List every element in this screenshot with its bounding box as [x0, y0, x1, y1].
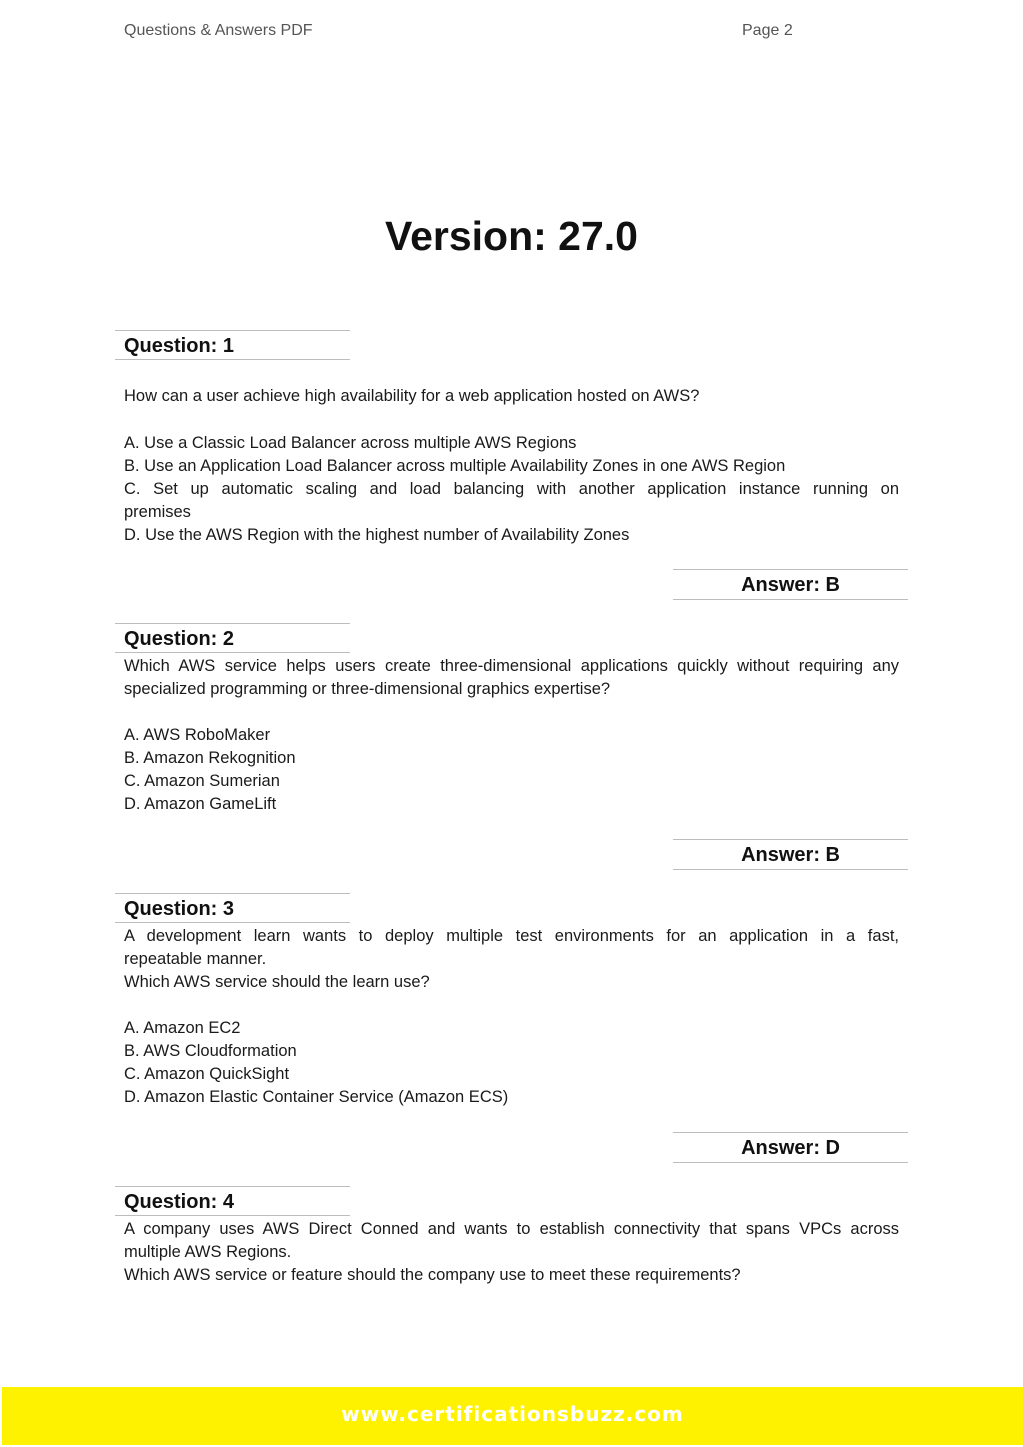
q2-option-a: A. AWS RoboMaker [124, 726, 271, 744]
version-title: Version: 27.0 [385, 213, 638, 259]
q2-option-c: C. Amazon Sumerian [124, 772, 280, 790]
question-2-text-line2: specialized programming or three-dimensional graphics expertise? [124, 680, 611, 698]
q1-option-a: A. Use a Classic Load Balancer across multiple AWS Regions [124, 434, 577, 452]
q3-option-c: C. Amazon QuickSight [124, 1065, 290, 1083]
question-4-label: Question: 4 [124, 1191, 235, 1213]
question-4-text-line1: A company uses AWS Direct Conned and wants to establish connectivity that spans VPCs across [124, 1220, 899, 1238]
question-4-header [115, 1186, 350, 1216]
q3-option-b: B. AWS Cloudformation [124, 1042, 297, 1060]
question-3-text-line3: Which AWS service should the learn use? [124, 973, 430, 991]
answer-3-box [673, 1132, 908, 1163]
answer-2-box [673, 839, 908, 870]
answer-2-label: Answer: B [741, 844, 840, 866]
question-3-text-line2: repeatable manner. [124, 950, 267, 968]
question-3-text-line1: A development learn wants to deploy multiple test environments for an application in a fast, [124, 927, 899, 945]
question-1-text: How can a user achieve high availability for a web application hosted on AWS? [124, 387, 700, 405]
question-1-header [115, 330, 350, 360]
q3-option-a: A. Amazon EC2 [124, 1019, 241, 1037]
question-4-text-line2: multiple AWS Regions. [124, 1243, 292, 1261]
q3-option-d: D. Amazon Elastic Container Service (Amazon ECS) [124, 1088, 509, 1106]
q1-option-c-line2: premises [124, 503, 191, 521]
question-2-label: Question: 2 [124, 628, 235, 650]
footer-url-link[interactable]: www.certificationsbuzz.com [341, 1402, 684, 1426]
q1-option-d: D. Use the AWS Region with the highest number of Availability Zones [124, 526, 630, 544]
question-2-text-line1: Which AWS service helps users create three-dimensional applications quickly without requiring any [124, 657, 899, 675]
question-4-text-line3: Which AWS service or feature should the company use to meet these requirements? [124, 1266, 741, 1284]
header-title: Questions & Answers PDF [124, 22, 313, 39]
q2-option-d: D. Amazon GameLift [124, 795, 277, 813]
q1-option-b: B. Use an Application Load Balancer across multiple Availability Zones in one AWS Region [124, 457, 786, 475]
q1-option-c-line1: C. Set up automatic scaling and load balancing with another application instance running on [124, 480, 899, 498]
question-1-label: Question: 1 [124, 335, 235, 357]
answer-1-label: Answer: B [741, 574, 840, 596]
question-3-label: Question: 3 [124, 898, 235, 920]
question-3-header [115, 893, 350, 923]
footer-banner [2, 1387, 1023, 1445]
answer-3-label: Answer: D [741, 1137, 840, 1159]
page-number: Page 2 [742, 22, 793, 39]
question-2-header [115, 623, 350, 653]
answer-1-box [673, 569, 908, 600]
q2-option-b: B. Amazon Rekognition [124, 749, 296, 767]
